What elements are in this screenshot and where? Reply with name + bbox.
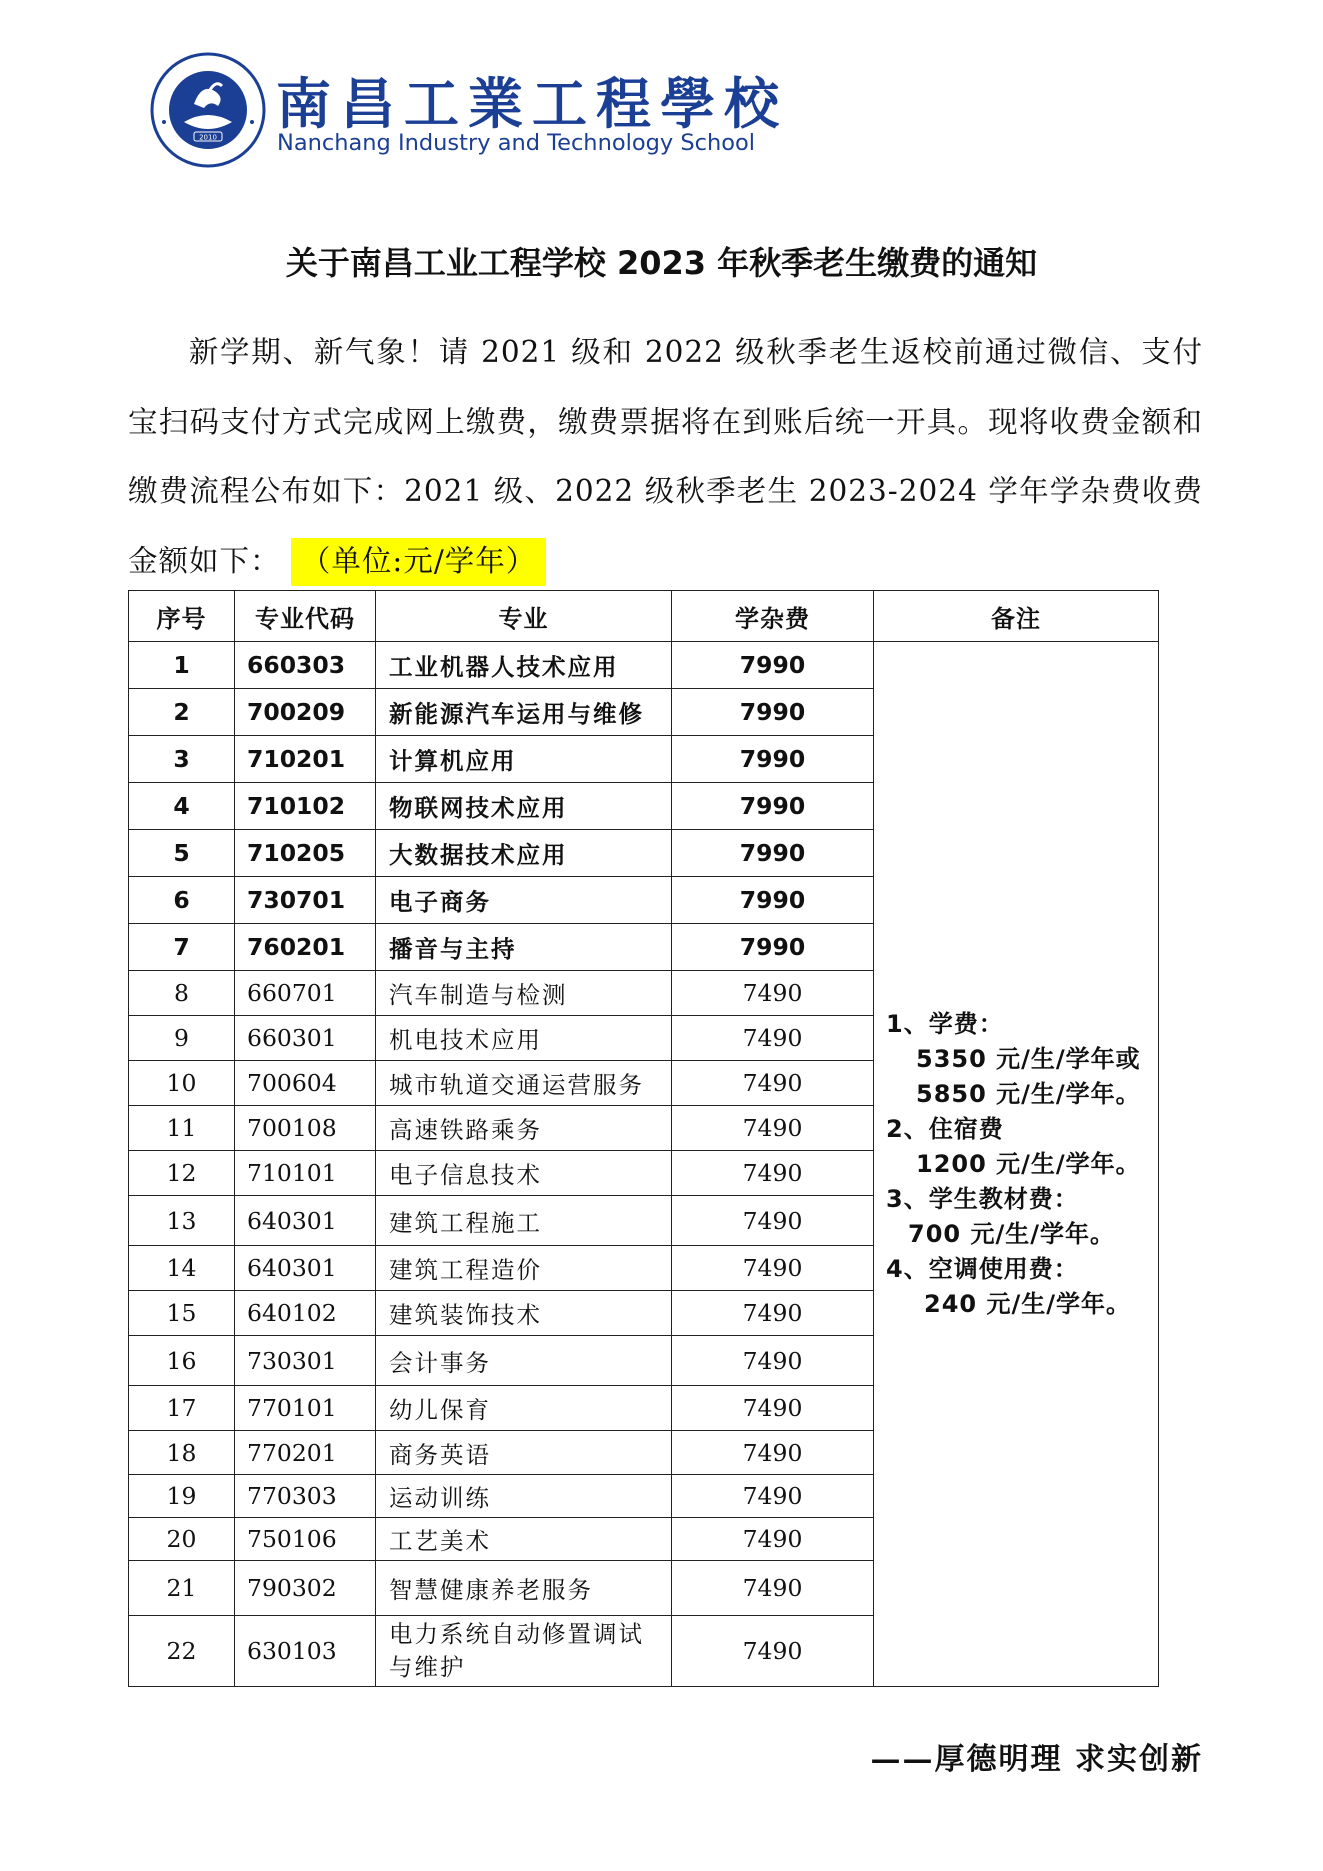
cell-no: 3 [129,736,235,783]
cell-fee: 7990 [672,783,874,830]
unit-highlight: （单位:元/学年） [291,538,546,586]
remark-line: 2、住宿费 [886,1114,1004,1143]
cell-major: 大数据技术应用 [376,830,672,877]
cell-fee: 7490 [672,1196,874,1246]
cell-major: 计算机应用 [376,736,672,783]
cell-fee: 7490 [672,1291,874,1336]
letterhead [150,50,850,170]
cell-fee: 7490 [672,1431,874,1475]
cell-code: 710102 [235,783,376,830]
cell-no: 2 [129,689,235,736]
cell-fee: 7490 [672,1561,874,1616]
cell-code: 770201 [235,1431,376,1475]
cell-code: 700209 [235,689,376,736]
cell-no: 21 [129,1561,235,1616]
header-remarks: 备注 [874,591,1159,642]
remark-line: 3、学生教材费： [886,1184,1079,1213]
cell-no: 17 [129,1386,235,1431]
cell-major: 商务英语 [376,1431,672,1475]
cell-major: 建筑装饰技术 [376,1291,672,1336]
cell-major: 工业机器人技术应用 [376,642,672,689]
cell-major: 会计事务 [376,1336,672,1386]
cell-fee: 7490 [672,1106,874,1151]
cell-no: 7 [129,924,235,971]
header-no: 序号 [129,591,235,642]
cell-no: 5 [129,830,235,877]
cell-no: 10 [129,1061,235,1106]
cell-fee: 7490 [672,1336,874,1386]
cell-fee: 7490 [672,1616,874,1687]
cell-code: 750106 [235,1518,376,1561]
cell-major: 城市轨道交通运营服务 [376,1061,672,1106]
cell-code: 640102 [235,1291,376,1336]
cell-no: 4 [129,783,235,830]
cell-major: 幼儿保育 [376,1386,672,1431]
remark-line: 5350 元/生/学年或 [916,1044,1141,1073]
header-code: 专业代码 [235,591,376,642]
cell-code: 770303 [235,1475,376,1518]
cell-fee: 7490 [672,971,874,1016]
remark-line: 240 元/生/学年。 [924,1289,1131,1318]
cell-code: 730701 [235,877,376,924]
cell-no: 12 [129,1151,235,1196]
cell-no: 22 [129,1616,235,1687]
cell-code: 730301 [235,1336,376,1386]
cell-code: 790302 [235,1561,376,1616]
school-name-chinese: 南昌工業工程學校 [276,71,789,136]
cell-no: 20 [129,1518,235,1561]
cell-no: 6 [129,877,235,924]
remark-line: 5850 元/生/学年。 [916,1079,1141,1108]
table-row [129,642,1159,689]
cell-no: 16 [129,1336,235,1386]
remark-line: 1200 元/生/学年。 [916,1149,1141,1178]
cell-fee: 7990 [672,689,874,736]
cell-no: 1 [129,642,235,689]
cell-fee: 7990 [672,642,874,689]
remark-line: 700 元/生/学年。 [908,1219,1115,1248]
remark-line: 4、空调使用费： [886,1254,1079,1283]
cell-code: 760201 [235,924,376,971]
cell-fee: 7490 [672,1246,874,1291]
cell-code: 640301 [235,1196,376,1246]
cell-fee: 7990 [672,736,874,783]
intro-paragraph [128,318,1203,596]
header-major: 专业 [376,591,672,642]
cell-fee: 7490 [672,1475,874,1518]
cell-fee: 7490 [672,1518,874,1561]
cell-fee: 7990 [672,924,874,971]
cell-fee: 7990 [672,830,874,877]
cell-code: 660303 [235,642,376,689]
cell-no: 9 [129,1016,235,1061]
cell-code: 700604 [235,1061,376,1106]
table-header-row [129,591,1159,642]
cell-major: 电子商务 [376,877,672,924]
fee-table [128,590,1159,1687]
cell-major: 汽车制造与检测 [376,971,672,1016]
school-seal-logo [150,52,266,168]
cell-code: 660701 [235,971,376,1016]
cell-code: 660301 [235,1016,376,1061]
cell-no: 13 [129,1196,235,1246]
cell-major: 电力系统自动修置调试与维护 [376,1616,672,1687]
cell-no: 18 [129,1431,235,1475]
cell-major: 播音与主持 [376,924,672,971]
intro-text: 新学期、新气象！请 2021 级和 2022 级秋季老生返校前通过微信、支付宝扫码支付方式完成网上缴费，缴费票据将在到账后统一开具。现将收费金额和缴费流程公布如下：2021 级、2022 级秋季老生 2023-2024 学年学杂费收费金额如下： [128,335,1203,578]
cell-major: 高速铁路乘务 [376,1106,672,1151]
cell-no: 11 [129,1106,235,1151]
cell-code: 710101 [235,1151,376,1196]
cell-major: 物联网技术应用 [376,783,672,830]
notice-title: 关于南昌工业工程学校 2023 年秋季老生缴费的通知 [285,244,1038,282]
header-fee: 学杂费 [672,591,874,642]
cell-no: 14 [129,1246,235,1291]
remarks-cell [874,642,1159,1687]
cell-fee: 7990 [672,877,874,924]
school-name-english: Nanchang Industry and Technology School [277,130,756,156]
cell-fee: 7490 [672,1386,874,1431]
cell-major: 运动训练 [376,1475,672,1518]
cell-no: 8 [129,971,235,1016]
cell-code: 710201 [235,736,376,783]
cell-major: 工艺美术 [376,1518,672,1561]
cell-code: 700108 [235,1106,376,1151]
cell-fee: 7490 [672,1016,874,1061]
cell-fee: 7490 [672,1061,874,1106]
cell-major: 建筑工程造价 [376,1246,672,1291]
cell-no: 15 [129,1291,235,1336]
cell-fee: 7490 [672,1151,874,1196]
cell-major: 电子信息技术 [376,1151,672,1196]
remark-line: 1、学费： [886,1009,1004,1038]
logo-year: 2010 [199,133,217,142]
school-motto: ——厚德明理 求实创新 [870,1742,1203,1777]
cell-major: 机电技术应用 [376,1016,672,1061]
cell-code: 770101 [235,1386,376,1431]
cell-major: 智慧健康养老服务 [376,1561,672,1616]
cell-major: 建筑工程施工 [376,1196,672,1246]
cell-code: 710205 [235,830,376,877]
cell-major: 新能源汽车运用与维修 [376,689,672,736]
cell-code: 630103 [235,1616,376,1687]
cell-code: 640301 [235,1246,376,1291]
cell-no: 19 [129,1475,235,1518]
